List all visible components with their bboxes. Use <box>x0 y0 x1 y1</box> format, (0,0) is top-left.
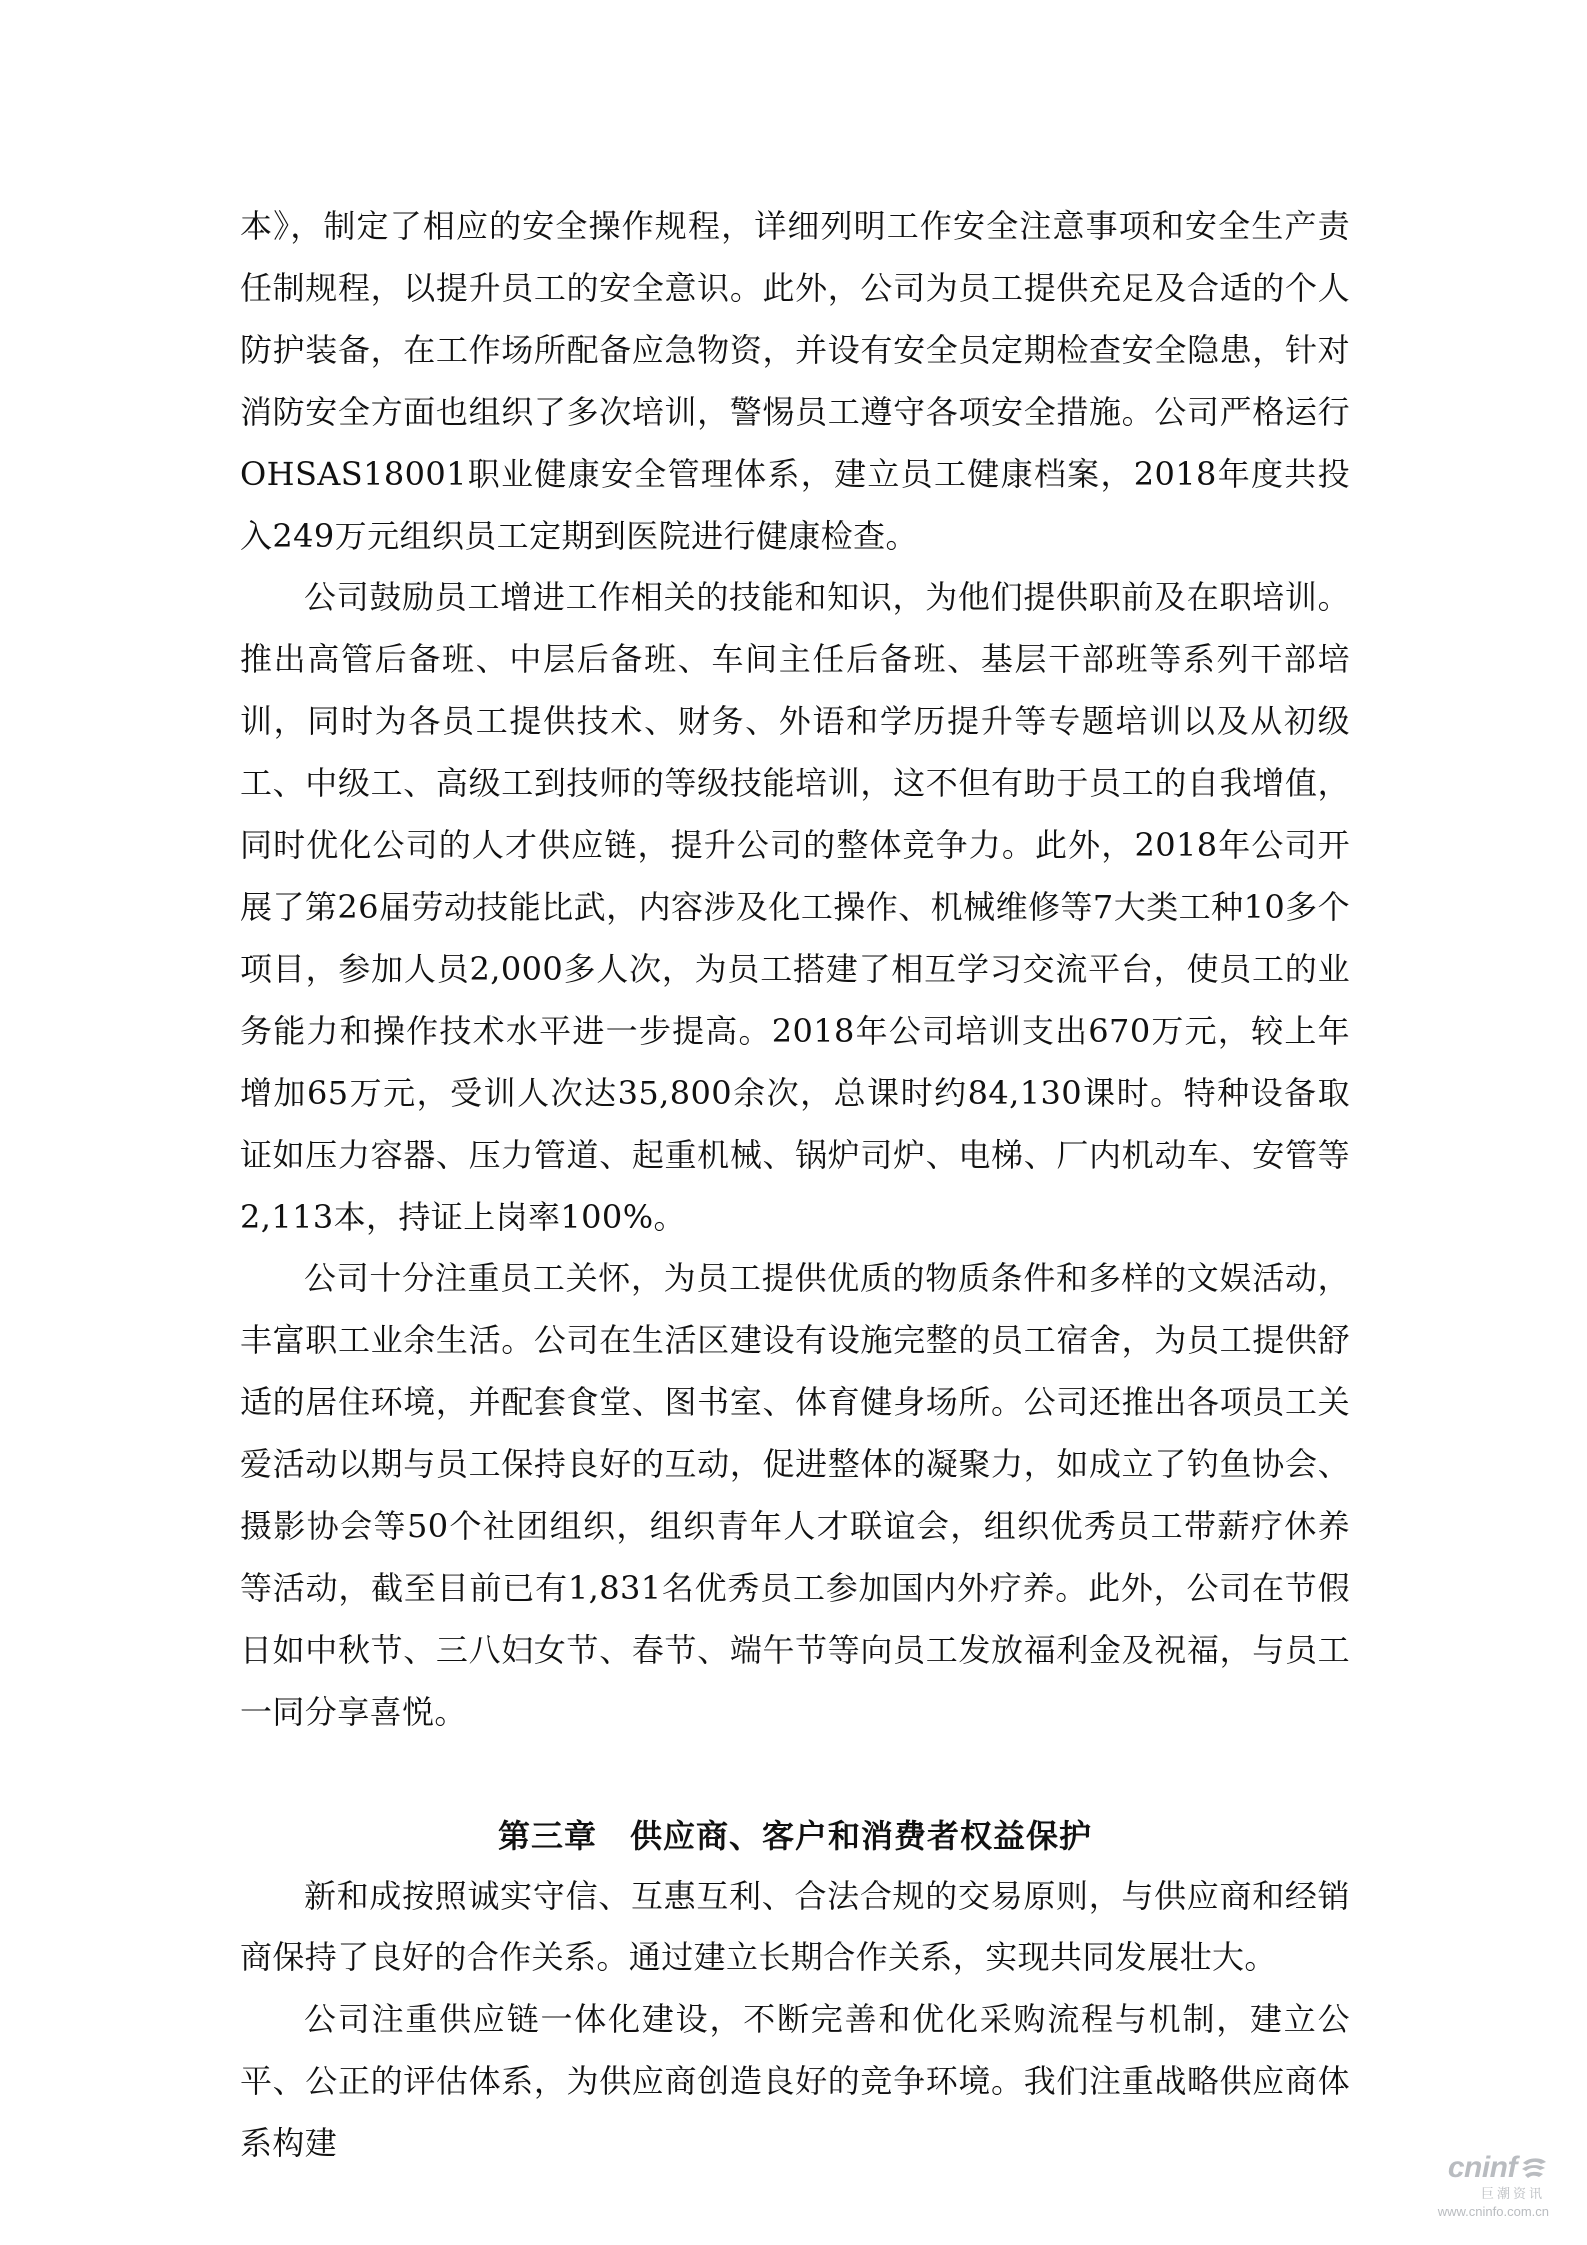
paragraph-supply-chain: 公司注重供应链一体化建设，不断完善和优化采购流程与机制，建立公平、公正的评估体系，为供应商创造良好的竞争环境。我们注重战略供应商体系构建 <box>240 2000 1350 2163</box>
paragraph-suppliers: 新和成按照诚实守信、互惠互利、合法合规的交易原则，与供应商和经销商保持了良好的合作关系。通过建立长期合作关系，实现共同发展壮大。 <box>240 1876 1350 1977</box>
paragraph-safety: 本》，制定了相应的安全操作规程，详细列明工作安全注意事项和安全生产责任制规程，以提升员工的安全意识。此外，公司为员工提供充足及合适的个人防护装备，在工作场所配备应急物资，并设有安全员定期检查安全隐患，针对消防安全方面也组织了多次培训，警惕员工遵守各项安全措施。公司严格运行OHSAS18001职业健康安全管理体系，建立员工健康档案，2018年度共投入249万元组织员工定期到医院进行健康检查。 <box>240 207 1350 555</box>
watermark-brand-cn: 巨潮资讯 <box>1480 2187 1545 2202</box>
document-body <box>240 196 1350 2175</box>
watermark-brand: cninf <box>1447 2151 1517 2184</box>
watermark-url: www.cninfo.com.cn <box>1437 2204 1549 2219</box>
cninf-watermark-logo <box>1349 2151 1549 2219</box>
paragraph-training: 公司鼓励员工增进工作相关的技能和知识，为他们提供职前及在职培训。推出高管后备班、中层后备班、车间主任后备班、基层干部班等系列干部培训，同时为各员工提供技术、财务、外语和学历提升等专题培训以及从初级工、中级工、高级工到技师的等级技能培训，这不但有助于员工的自我增值，同时优化公司的人才供应链，提升公司的整体竞争力。此外，2018年公司开展了第26届劳动技能比武，内容涉及化工操作、机械维修等7大类工种10多个项目，参加人员2,000多人次，为员工搭建了相互学习交流平台，使员工的业务能力和操作技术水平进一步提高。2018年公司培训支出670万元，较上年增加65万元，受训人次达35,800余次，总课时约84,130课时。特种设备取证如压力容器、压力管道、起重机械、锅炉司炉、电梯、厂内机动车、安管等2,113本，持证上岗率100%。 <box>240 578 1350 1236</box>
paragraph-employee-care: 公司十分注重员工关怀，为员工提供优质的物质条件和多样的文娱活动，丰富职工业余生活。公司在生活区建设有设施完整的员工宿舍，为员工提供舒适的居住环境，并配套食堂、图书室、体育健身场所。公司还推出各项员工关爱活动以期与员工保持良好的互动，促进整体的凝聚力，如成立了钓鱼协会、摄影协会等50个社团组织，组织青年人才联谊会，组织优秀员工带薪疗休养等活动，截至目前已有1,831名优秀员工参加国内外疗养。此外，公司在节假日如中秋节、三八妇女节、春节、端午节等向员工发放福利金及祝福，与员工一同分享喜悦。 <box>240 1259 1350 1731</box>
chapter-title: 第三章 供应商、客户和消费者权益保护 <box>497 1816 1092 1855</box>
cninf-swirl-icon <box>1519 2155 1549 2181</box>
